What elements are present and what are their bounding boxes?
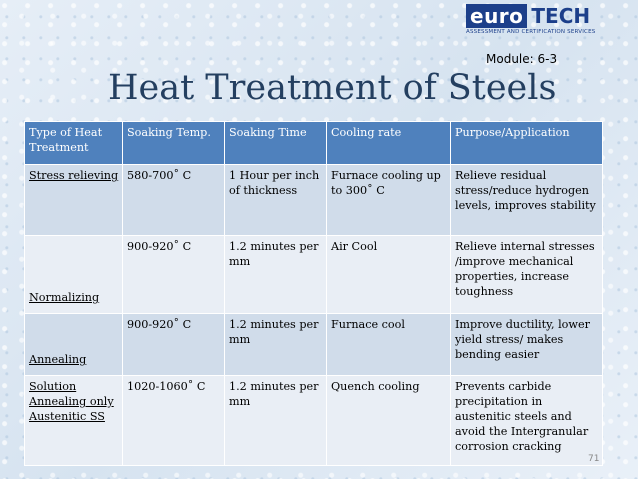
cell-type	[25, 376, 123, 466]
type-label: Normalizing	[29, 291, 100, 304]
heat-treatment-table	[24, 121, 603, 466]
header-cooling: Cooling rate	[327, 122, 451, 165]
logo-tagline: ASSESSMENT AND CERTIFICATION SERVICES	[466, 29, 596, 35]
logo-tech: TECH	[531, 4, 591, 28]
logo-wordmark	[466, 4, 590, 28]
type-label: Annealing	[29, 353, 87, 366]
table-row	[25, 165, 603, 236]
logo-euro: euro	[466, 4, 527, 28]
header-time: Soaking Time	[225, 122, 327, 165]
cell-cooling: Quench cooling	[327, 376, 451, 466]
slide-title: Heat Treatment of Steels	[108, 68, 557, 108]
table-row	[25, 376, 603, 466]
page-number: 71	[588, 454, 600, 464]
cell-purpose: Prevents carbide precipitation in austenitic steels and avoid the Intergranular corrosion cracking	[451, 376, 603, 466]
cell-time: 1.2 minutes per mm	[225, 376, 327, 466]
cell-time: 1.2 minutes per mm	[225, 314, 327, 376]
cell-purpose: Improve ductility, lower yield stress/ makes bending easier	[451, 314, 603, 376]
cell-type	[25, 314, 123, 376]
cell-time: 1.2 minutes per mm	[225, 236, 327, 314]
table-row	[25, 236, 603, 314]
cell-temp: 900-920˚ C	[123, 314, 225, 376]
cell-temp: 900-920˚ C	[123, 236, 225, 314]
cell-cooling: Furnace cooling up to 300˚ C	[327, 165, 451, 236]
cell-purpose: Relieve residual stress/reduce hydrogen levels, improves stability	[451, 165, 603, 236]
cell-type	[25, 165, 123, 236]
header-type: Type of Heat Treatment	[25, 122, 123, 165]
table-header-row	[25, 122, 603, 165]
type-label: Stress relieving	[29, 169, 119, 182]
cell-temp: 1020-1060˚ C	[123, 376, 225, 466]
module-label: Module: 6-3	[486, 52, 558, 66]
cell-cooling: Air Cool	[327, 236, 451, 314]
cell-cooling: Furnace cool	[327, 314, 451, 376]
cell-purpose: Relieve internal stresses /improve mechanical properties, increase toughness	[451, 236, 603, 314]
type-label: Solution Annealing only Austenitic SS	[29, 380, 114, 423]
cell-time: 1 Hour per inch of thickness	[225, 165, 327, 236]
header-temp: Soaking Temp.	[123, 122, 225, 165]
cell-type	[25, 236, 123, 314]
eurotech-logo	[466, 4, 634, 40]
header-purpose: Purpose/Application	[451, 122, 603, 165]
cell-temp: 580-700˚ C	[123, 165, 225, 236]
table-row	[25, 314, 603, 376]
